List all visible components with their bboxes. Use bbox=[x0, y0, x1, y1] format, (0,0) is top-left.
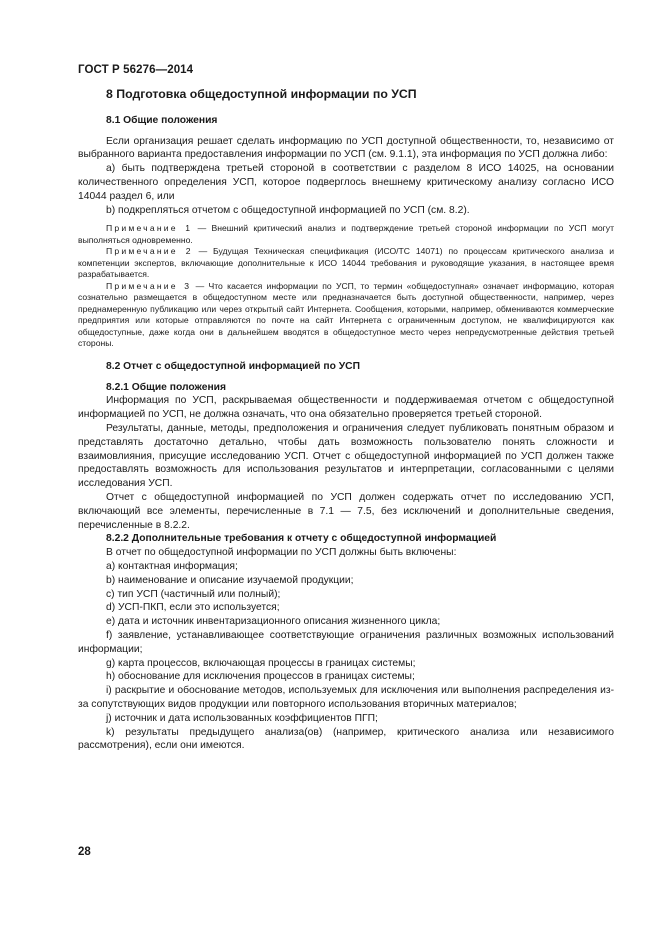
section-8-1-list bbox=[78, 162, 614, 217]
list-item: k) результаты предыдущего анализа(ов) (например, критического анализа или независимого рассмотрения), если они имеются. bbox=[78, 726, 614, 752]
paragraph: Результаты, данные, методы, предположения и ограничения следует публиковать понятным образом и представлять достаточно детально, чтобы дать возможность пользователю понять сложности и взаимовлияния, присущие исследованию УСП. Отчет с общедоступной информацией по УСП должен также предоставлять возможность для использования результатов и интерпретации, согласованными с целями исследования УСП. bbox=[78, 423, 614, 490]
section-8-2-1-title: 8.2.1 Общие положения bbox=[106, 381, 226, 393]
note-text: — Будущая Техническая спецификация (ИСО/ТС 14071) по процессам критического анализа и компетенции экспертов, включающие дополнительные к ИСО 14044 требования и руководящие указания, в настоящее время разрабатывается. bbox=[78, 246, 614, 280]
paragraph: Информация по УСП, раскрываемая общественности и поддерживаемая отчетом с общедоступной информацией по УСП, не должна означать, что она обязательно проверяется третьей стороной. bbox=[78, 395, 614, 421]
section-8-1-title: 8.1 Общие положения bbox=[106, 114, 218, 126]
list-item: а) быть подтверждена третьей стороной в соответствии с разделом 8 ИСО 14025, на основании количественного определения УСП, которое подверглось внешнему критическому анализу согласно ИСО 14044 раздел 6, или bbox=[78, 163, 614, 202]
note-label: Примечание 2 bbox=[106, 246, 193, 257]
note-3 bbox=[78, 281, 614, 350]
list-item: g) карта процессов, включающая процессы в границах системы; bbox=[106, 657, 416, 669]
section-8-2-2-intro: В отчет по общедоступной информации по УСП должны быть включены: bbox=[106, 547, 457, 559]
section-8-2-2-list bbox=[78, 560, 614, 753]
list-item: f) заявление, устанавливающее соответствующие ограничения различных возможных использований информации; bbox=[78, 630, 614, 655]
note-1 bbox=[78, 223, 614, 246]
note-text: — Что касается информации по УСП, то термин «общедоступная» означает информацию, которая сознательно размещается в общедоступном месте или предназначается быть доступной общественности, например, через преднамеренную публикацию или через открытый сайт Интернета. Сообщения, которыми, например, обмениваются коммерческие предприятия или которые отправляются по почте на сайт Интернета с ограниченным доступом, не квалифицируются как общедоступные, даже когда они в дальнейшем вводятся в общедоступное место через непредусмотренные действия третьей стороны. bbox=[78, 280, 615, 349]
note-2 bbox=[78, 246, 614, 281]
list-item: h) обоснование для исключения процессов в границах системы; bbox=[106, 671, 415, 683]
list-item: j) источник и дата использованных коэффициентов ПГП; bbox=[106, 712, 378, 724]
section-8-title: 8 Подготовка общедоступной информации по УСП bbox=[106, 87, 417, 101]
note-label: Примечание 1 bbox=[106, 223, 193, 234]
section-8-2-2-title: 8.2.2 Дополнительные требования к отчету с общедоступной информацией bbox=[106, 533, 497, 545]
page-content bbox=[78, 88, 614, 753]
list-item: d) УСП-ПКП, если это используется; bbox=[106, 602, 280, 614]
page-number: 28 bbox=[78, 846, 91, 858]
notes-block bbox=[78, 223, 614, 350]
list-item: e) дата и источник инвентаризационного описания жизненного цикла; bbox=[106, 616, 441, 628]
list-item: i) раскрытие и обоснование методов, используемых для исключения или выполнения распределения из-за сопутствующих видов продукции или повторного использования вторичных материалов; bbox=[78, 685, 614, 710]
standard-header: ГОСТ Р 56276—2014 bbox=[78, 64, 194, 76]
list-item: b) наименование и описание изучаемой продукции; bbox=[106, 574, 354, 586]
note-label: Примечание 3 bbox=[106, 280, 192, 291]
paragraph: Отчет с общедоступной информацией по УСП должен содержать отчет по исследованию УСП, включающий все элементы, перечисленные в 7.1 — 7.5, без исключений и дополнительные сведения, перечисленные в 8.2.2. bbox=[78, 492, 614, 531]
section-8-1-intro: Если организация решает сделать информацию по УСП доступной общественности, то, независимо от выбранного варианта предоставления информации по УСП (см. 9.1.1), эта информация по УСП должна либо: bbox=[78, 135, 614, 161]
list-item: a) контактная информация; bbox=[106, 561, 238, 573]
list-item: b) подкрепляться отчетом с общедоступной информацией по УСП (см. 8.2). bbox=[106, 204, 470, 216]
section-8-2-title: 8.2 Отчет с общедоступной информацией по УСП bbox=[106, 360, 360, 372]
list-item: c) тип УСП (частичный или полный); bbox=[106, 588, 281, 600]
note-text: — Внешний критический анализ и подтверждение третьей стороной информации по УСП могут выполняться одновременно. bbox=[78, 223, 615, 245]
